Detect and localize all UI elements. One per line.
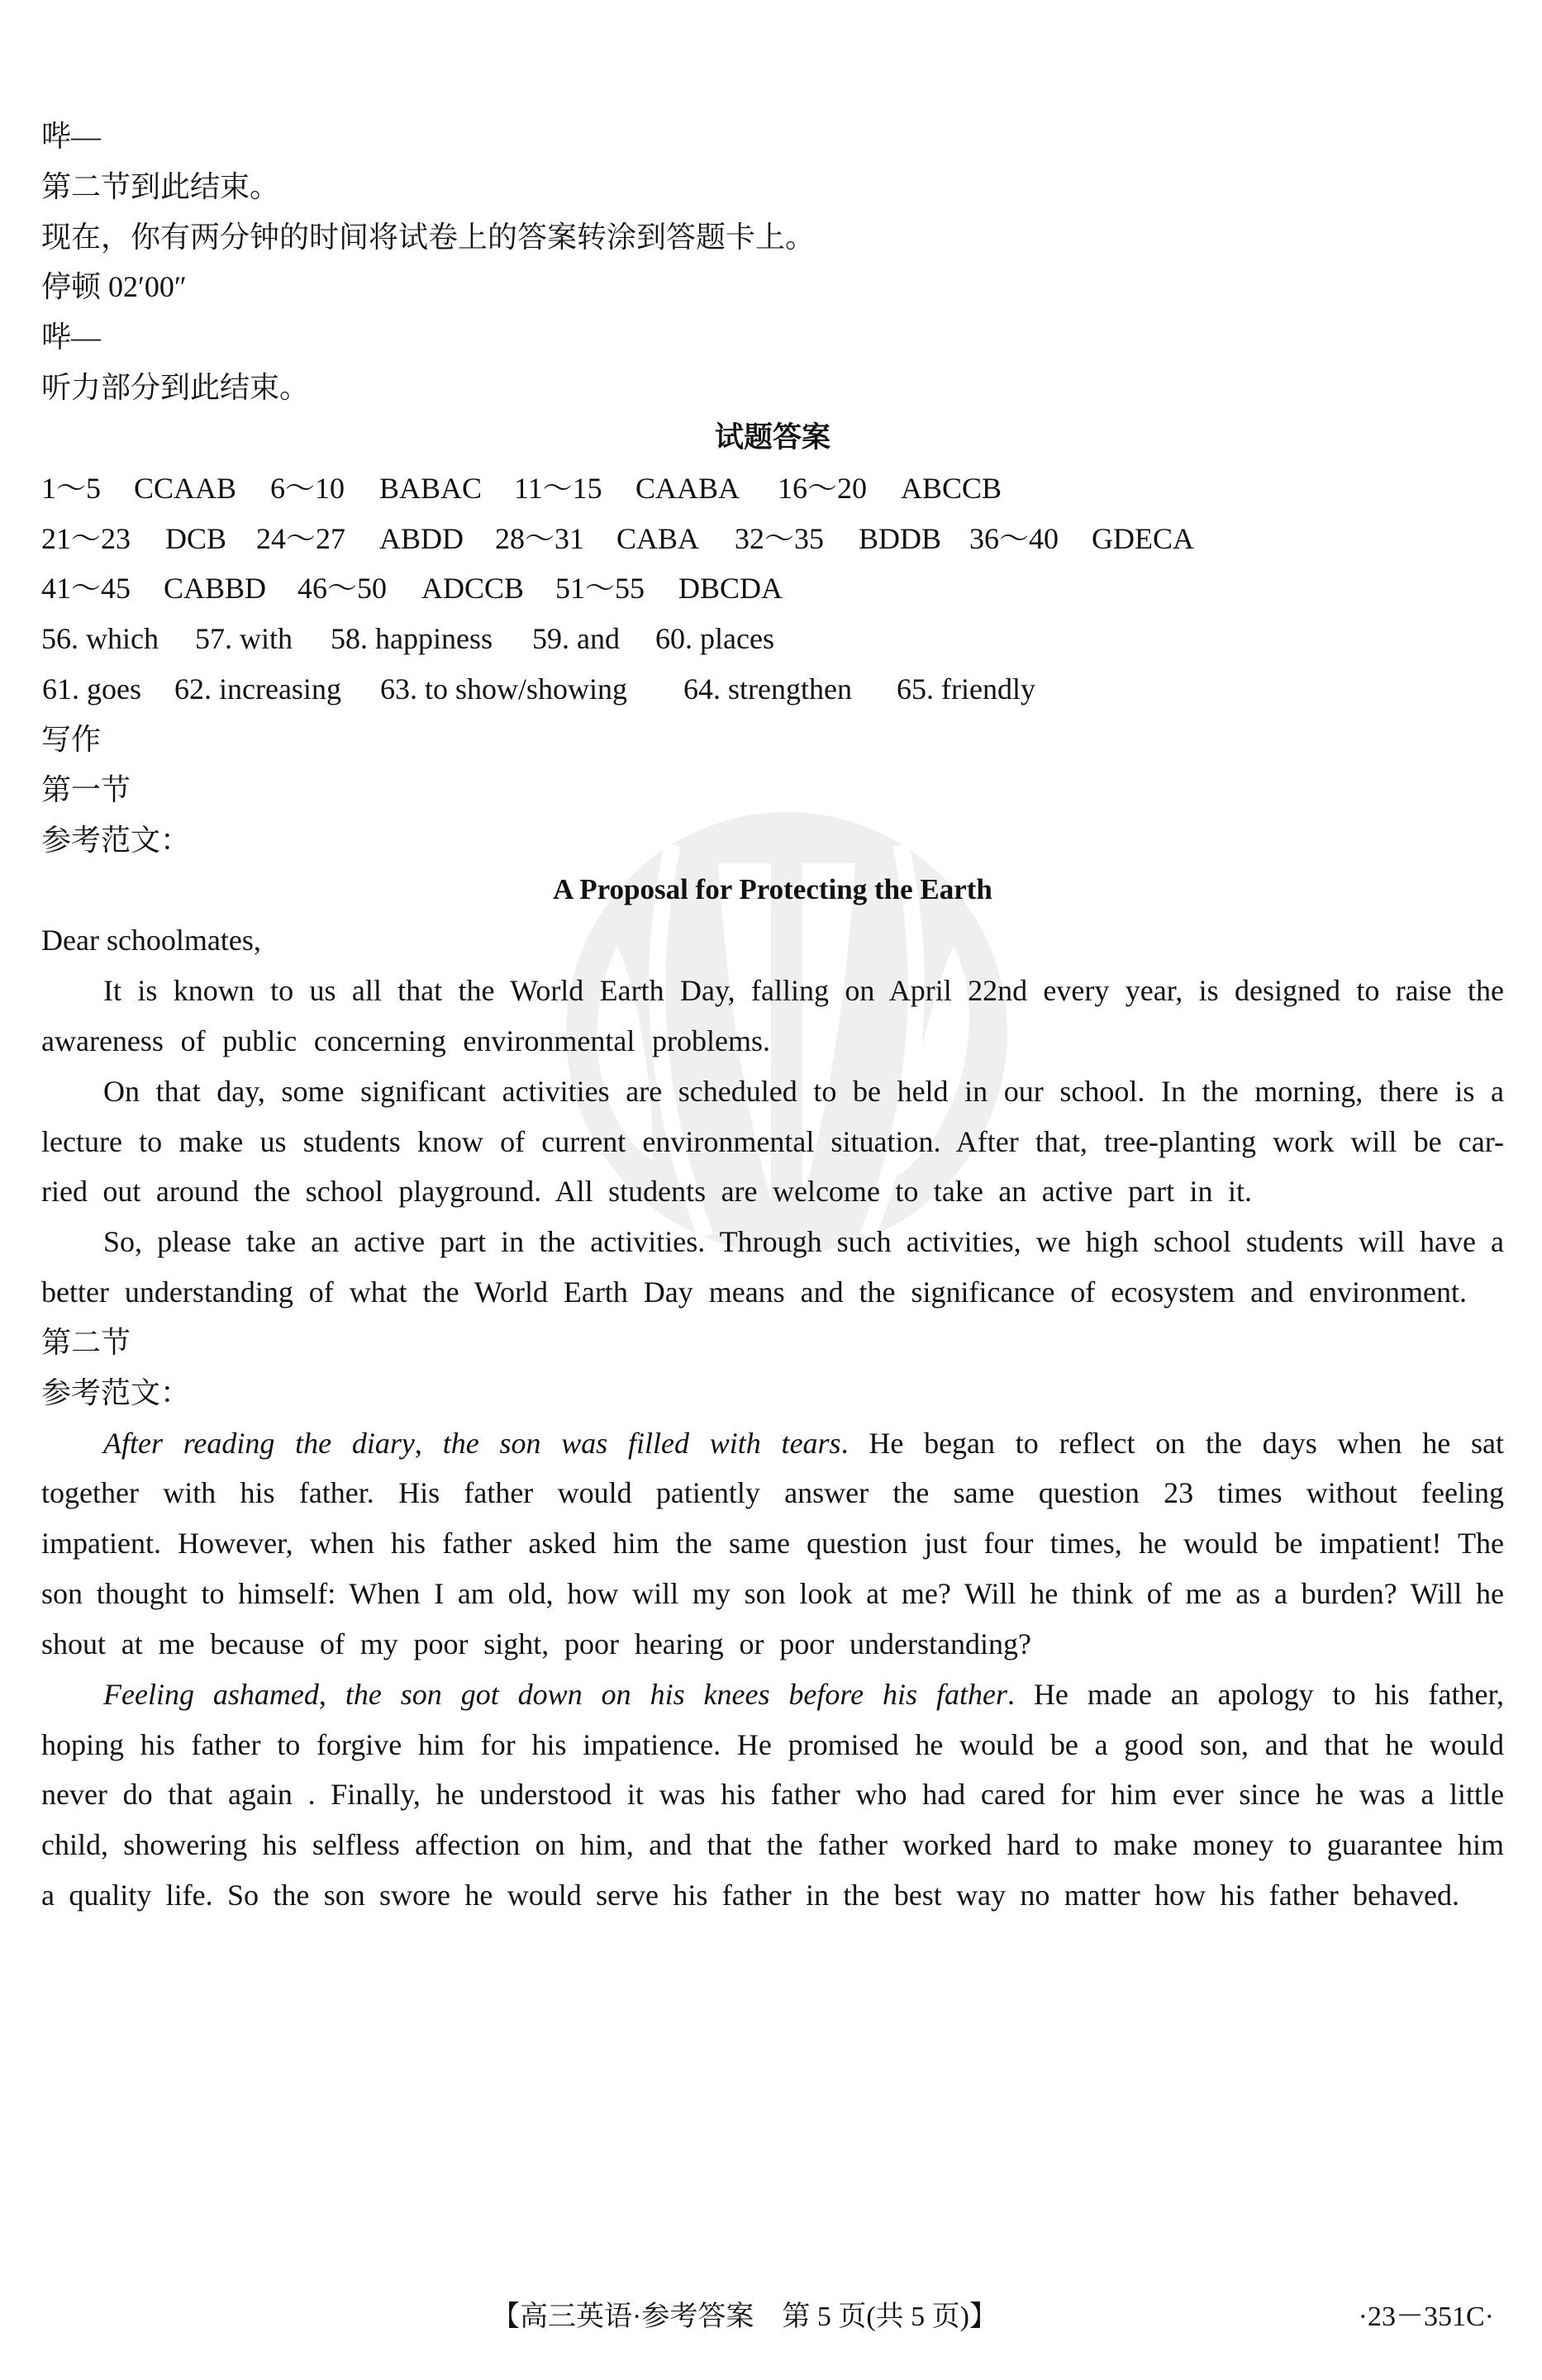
- question-range: 11～15: [514, 471, 602, 505]
- answer-key: ADCCB: [421, 572, 525, 606]
- fill-answer: 58. happiness: [331, 622, 493, 656]
- pause-line: 停顿 02′00″: [41, 270, 187, 304]
- section-label: 第一节: [41, 772, 131, 806]
- paragraph-opening-line: [41, 1670, 1504, 1720]
- answer-key: ABDD: [379, 521, 464, 555]
- paragraph-line: never do that again . Finally, he understood it was his father who had cared for him ever since he was a little: [41, 1778, 1504, 1812]
- fill-answer: 63. to show/showing: [380, 672, 628, 706]
- footer-page-info: 【高三英语·参考答案 第 5 页(共 5 页)】: [492, 2302, 997, 2332]
- continuation-text: . He began to reflect on the days when he sat: [840, 1426, 1505, 1460]
- answer-key: CABA: [616, 521, 700, 555]
- listening-end-line: 听力部分到此结束。: [41, 371, 310, 405]
- paragraph-line: impatient. However, when his father asked him the same question just four times, he would be impatient! The: [41, 1527, 1504, 1561]
- paragraph-opening-line: [41, 1418, 1504, 1469]
- given-opening-text: Feeling ashamed: [103, 1677, 319, 1711]
- answer-row: [41, 563, 1504, 614]
- question-range: 36～40: [969, 521, 1059, 555]
- fill-answer: 57. with: [195, 622, 293, 656]
- essay-greeting: Dear schoolmates,: [41, 924, 261, 957]
- paragraph-line: It is known to us all that the World Earth Day, falling on April 22nd every year, is designed to raise the: [103, 974, 1504, 1008]
- sample-essay-label: 参考范文：: [41, 1375, 191, 1409]
- essay-title: A Proposal for Protecting the Earth: [553, 873, 992, 906]
- given-opening-text: the son got down on his knees before his father: [345, 1677, 1007, 1711]
- section-end-line: 第二节到此结束。: [41, 169, 280, 203]
- answer-key: BABAC: [379, 471, 483, 505]
- fill-answer: 61. goes: [42, 672, 141, 706]
- fill-answer: 65. friendly: [897, 672, 1035, 706]
- paragraph-line: together with his father. His father would patiently answer the same question 23 times without feeling: [41, 1476, 1504, 1510]
- paragraph-line: awareness of public concerning environmental problems.: [41, 1024, 770, 1057]
- transfer-instruction-line: 现在，你有两分钟的时间将试卷上的答案转涂到答题卡上。: [41, 220, 816, 254]
- continuation-text: . He made an apology to his father,: [1007, 1677, 1505, 1711]
- given-opening-text: After reading the diary: [103, 1426, 415, 1460]
- question-range: 24～27: [256, 521, 346, 555]
- paragraph-line: lecture to make us students know of current environmental situation. After that, tree-planting work will be car-: [41, 1124, 1504, 1158]
- answer-key: DBCDA: [678, 572, 783, 606]
- writing-heading: 写作: [41, 722, 102, 756]
- answer-key: BDDB: [859, 521, 942, 555]
- paragraph-line: better understanding of what the World Earth Day means and the significance of ecosystem and environment.: [41, 1276, 1467, 1309]
- section-label: 第二节: [41, 1325, 131, 1359]
- question-range: 41～45: [41, 572, 131, 606]
- given-opening-text: the son was filled with tears: [442, 1426, 841, 1460]
- question-range: 16～20: [778, 471, 868, 505]
- fill-answer: 64. strengthen: [683, 672, 852, 706]
- fill-answer: 59. and: [532, 622, 620, 656]
- beep-line: 哔—: [41, 321, 102, 354]
- question-range: 21～23: [41, 521, 131, 555]
- separator-text: ,: [318, 1677, 345, 1711]
- paragraph-line: son thought to himself: When I am old, how will my son look at me? Will he think of me as a burden? Will he: [41, 1577, 1504, 1611]
- question-range: 6～10: [270, 471, 345, 505]
- paragraph-line: hoping his father to forgive him for his impatience. He promised he would be a good son, and that he would: [41, 1727, 1504, 1761]
- answer-key: ABCCB: [901, 471, 1002, 505]
- fill-answer-row: [41, 664, 1504, 715]
- answer-key: CAABA: [635, 471, 740, 505]
- beep-line: 哔—: [41, 120, 102, 153]
- fill-answer-row: [41, 614, 1504, 664]
- question-range: 32～35: [735, 521, 825, 555]
- fill-answer: 62. increasing: [174, 672, 341, 706]
- paragraph-line: shout at me because of my poor sight, poor hearing or poor understanding?: [41, 1627, 1031, 1660]
- paragraph-line: a quality life. So the son swore he would serve his father in the best way no matter how his father behaved.: [41, 1878, 1459, 1912]
- sample-essay-label: 参考范文：: [41, 823, 191, 857]
- question-range: 46～50: [297, 572, 388, 606]
- answer-key: CCAAB: [134, 471, 237, 505]
- answer-key: GDECA: [1092, 521, 1194, 555]
- paragraph-line: So, please take an active part in the activities. Through such activities, we high school students will have a: [103, 1225, 1504, 1259]
- paragraph-line: child, showering his selfless affection on him, and that the father worked hard to make money to guarantee him: [41, 1828, 1504, 1862]
- answer-row: [41, 514, 1504, 564]
- footer-doc-code: ·23－351C·: [1358, 2302, 1494, 2332]
- fill-answer: 60. places: [655, 622, 774, 656]
- question-range: 1～5: [41, 471, 102, 505]
- question-range: 28～31: [495, 521, 585, 555]
- separator-text: ,: [414, 1426, 443, 1460]
- document-body: [41, 112, 1504, 1921]
- answers-title: 试题答案: [714, 420, 830, 454]
- question-range: 51～55: [555, 572, 645, 606]
- answer-row: [41, 463, 1504, 514]
- paragraph-line: On that day, some significant activities are scheduled to be held in our school. In the morning, there is a: [103, 1074, 1504, 1108]
- answer-key: CABBD: [164, 572, 267, 606]
- paragraph-line: ried out around the school playground. All students are welcome to take an active part in it.: [41, 1175, 1252, 1209]
- answer-key: DCB: [165, 521, 227, 555]
- fill-answer: 56. which: [41, 622, 159, 656]
